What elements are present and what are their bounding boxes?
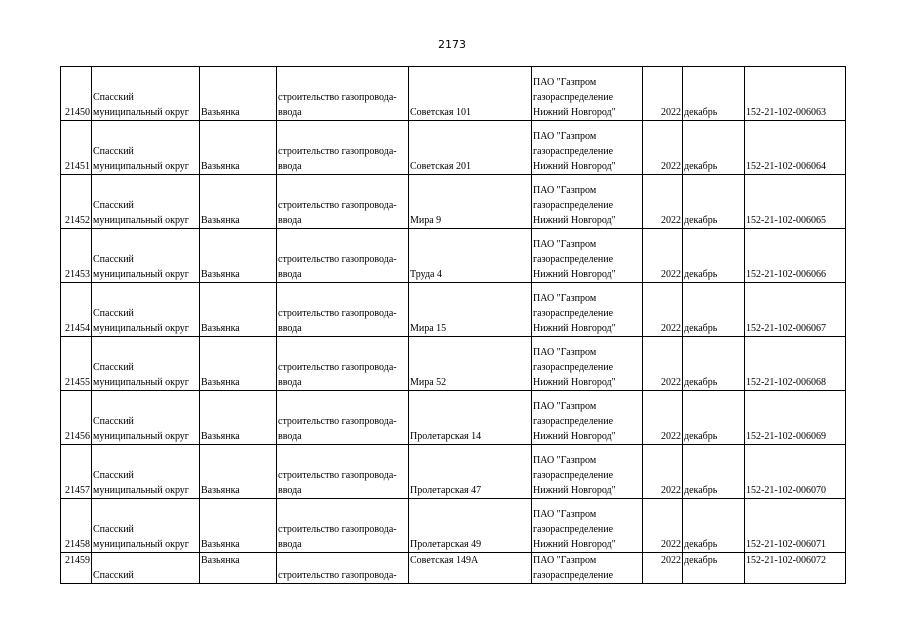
address-cell: Пролетарская 14 [409,391,532,445]
year-cell: 2022 [643,121,683,175]
district-cell: Спасский муниципальный округ [92,445,200,499]
village-cell: Вазьянка [200,553,277,584]
code-cell: 152-21-102-006072 [745,553,846,584]
work-type-cell: строительство газопровода- [277,553,409,584]
month-cell: декабрь [683,229,745,283]
work-type-cell: строительство газопровода- ввода [277,337,409,391]
address-cell: Советская 101 [409,67,532,121]
month-cell: декабрь [683,67,745,121]
table-row [61,391,846,445]
address-cell: Мира 15 [409,283,532,337]
code-cell: 152-21-102-006071 [745,499,846,553]
work-type-cell: строительство газопровода- ввода [277,283,409,337]
work-type-cell: строительство газопровода- ввода [277,175,409,229]
table-row [61,175,846,229]
organization-cell: ПАО "Газпром газораспределение Нижний Новгород" [532,67,643,121]
table-row-partial [61,553,846,584]
code-cell: 152-21-102-006066 [745,229,846,283]
table-row [61,445,846,499]
code-cell: 152-21-102-006067 [745,283,846,337]
row-number-cell: 21455 [61,337,92,391]
row-number-cell: 21454 [61,283,92,337]
district-cell: Спасский муниципальный округ [92,229,200,283]
work-type-cell: строительство газопровода- ввода [277,121,409,175]
address-cell: Пролетарская 47 [409,445,532,499]
row-number-cell: 21457 [61,445,92,499]
month-cell: декабрь [683,337,745,391]
address-cell: Советская 149А [409,553,532,584]
month-cell: декабрь [683,445,745,499]
district-cell: Спасский муниципальный округ [92,391,200,445]
page-number: 2173 [438,38,466,51]
row-number-cell: 21452 [61,175,92,229]
organization-cell: ПАО "Газпром газораспределение Нижний Новгород" [532,283,643,337]
row-number-cell: 21459 [61,553,92,584]
organization-cell: ПАО "Газпром газораспределение Нижний Новгород" [532,337,643,391]
year-cell: 2022 [643,499,683,553]
table-row [61,121,846,175]
village-cell: Вазьянка [200,175,277,229]
village-cell: Вазьянка [200,445,277,499]
district-cell: Спасский муниципальный округ [92,175,200,229]
month-cell: декабрь [683,121,745,175]
organization-cell: ПАО "Газпром газораспределение Нижний Новгород" [532,229,643,283]
district-cell: Спасский муниципальный округ [92,121,200,175]
row-number-cell: 21453 [61,229,92,283]
year-cell: 2022 [643,283,683,337]
month-cell: декабрь [683,175,745,229]
district-cell: Спасский муниципальный округ [92,283,200,337]
year-cell: 2022 [643,391,683,445]
organization-cell: ПАО "Газпром газораспределение Нижний Новгород" [532,499,643,553]
code-cell: 152-21-102-006068 [745,337,846,391]
address-cell: Мира 52 [409,337,532,391]
village-cell: Вазьянка [200,229,277,283]
village-cell: Вазьянка [200,499,277,553]
district-cell: Спасский муниципальный округ [92,67,200,121]
work-type-cell: строительство газопровода- ввода [277,67,409,121]
work-type-cell: строительство газопровода- ввода [277,445,409,499]
year-cell: 2022 [643,337,683,391]
organization-cell: ПАО "Газпром газораспределение [532,553,643,584]
organization-cell: ПАО "Газпром газораспределение Нижний Новгород" [532,391,643,445]
row-number-cell: 21458 [61,499,92,553]
year-cell: 2022 [643,445,683,499]
code-cell: 152-21-102-006063 [745,67,846,121]
row-number-cell: 21456 [61,391,92,445]
table-row [61,337,846,391]
month-cell: декабрь [683,499,745,553]
village-cell: Вазьянка [200,67,277,121]
district-cell: Спасский [92,553,200,584]
work-type-cell: строительство газопровода- ввода [277,499,409,553]
row-number-cell: 21451 [61,121,92,175]
code-cell: 152-21-102-006070 [745,445,846,499]
village-cell: Вазьянка [200,283,277,337]
village-cell: Вазьянка [200,391,277,445]
row-number-cell: 21450 [61,67,92,121]
table-row [61,499,846,553]
work-type-cell: строительство газопровода- ввода [277,391,409,445]
address-cell: Мира 9 [409,175,532,229]
gas-connection-table [60,66,846,584]
village-cell: Вазьянка [200,337,277,391]
village-cell: Вазьянка [200,121,277,175]
work-type-cell: строительство газопровода- ввода [277,229,409,283]
month-cell: декабрь [683,553,745,584]
table-row [61,67,846,121]
table-row [61,283,846,337]
table-row [61,229,846,283]
year-cell: 2022 [643,175,683,229]
year-cell: 2022 [643,229,683,283]
code-cell: 152-21-102-006065 [745,175,846,229]
month-cell: декабрь [683,391,745,445]
month-cell: декабрь [683,283,745,337]
address-cell: Труда 4 [409,229,532,283]
address-cell: Пролетарская 49 [409,499,532,553]
organization-cell: ПАО "Газпром газораспределение Нижний Новгород" [532,175,643,229]
code-cell: 152-21-102-006069 [745,391,846,445]
organization-cell: ПАО "Газпром газораспределение Нижний Новгород" [532,445,643,499]
year-cell: 2022 [643,67,683,121]
table-body [61,67,846,584]
organization-cell: ПАО "Газпром газораспределение Нижний Новгород" [532,121,643,175]
district-cell: Спасский муниципальный округ [92,337,200,391]
district-cell: Спасский муниципальный округ [92,499,200,553]
code-cell: 152-21-102-006064 [745,121,846,175]
year-cell: 2022 [643,553,683,584]
address-cell: Советская 201 [409,121,532,175]
